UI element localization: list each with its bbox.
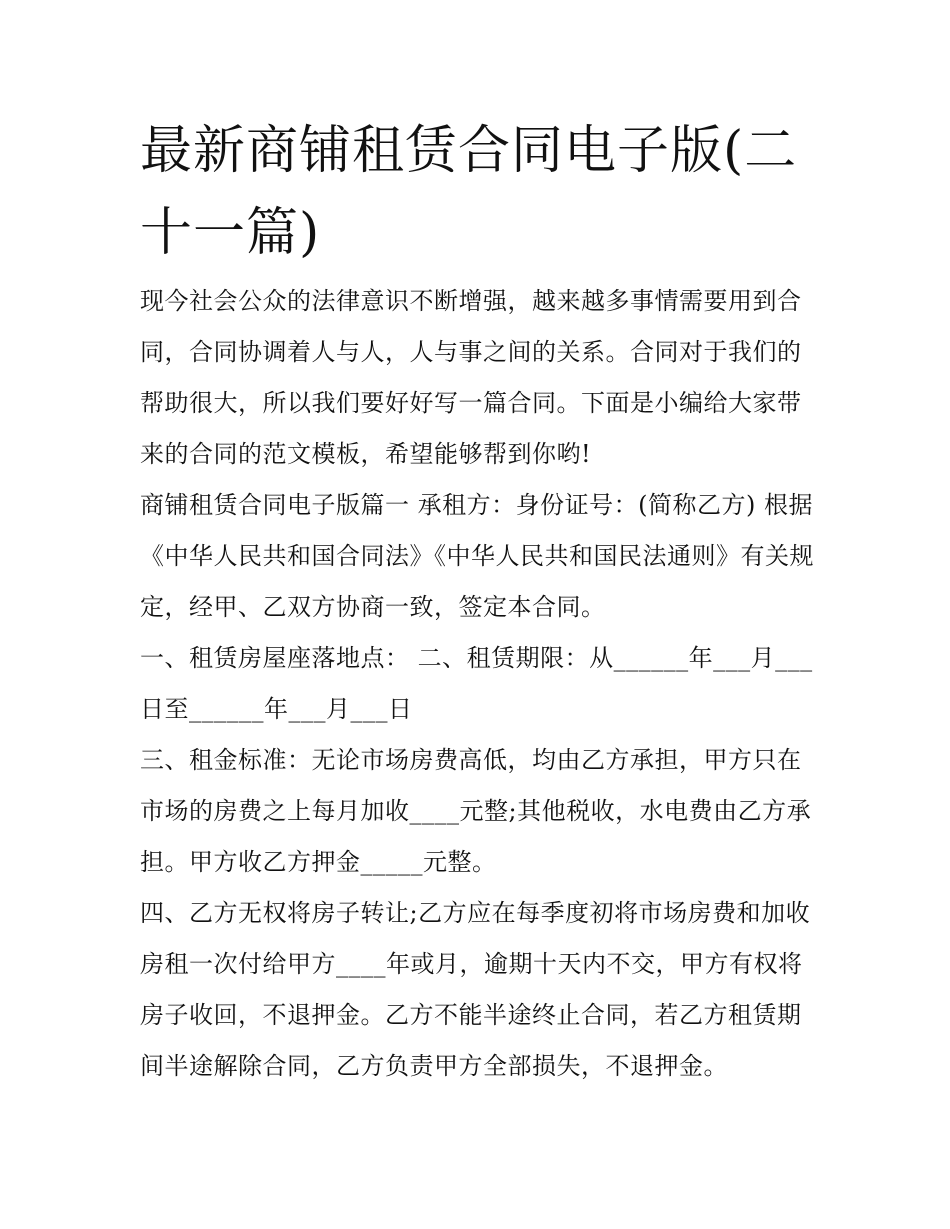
clause-rent-standard-paragraph: 三、租金标准：无论市场房费高低，均由乙方承担，甲方只在市场的房费之上每月加收____元整;其他税收，水电费由乙方承担。甲方收乙方押金_____元整。 bbox=[140, 746, 812, 876]
clause-location-term-paragraph: 一、租赁房屋座落地点： 二、租赁期限：从______年___月___日至______年___月___日 bbox=[140, 644, 813, 723]
document-title: 最新商铺租赁合同电子版(二十一篇) bbox=[140, 121, 798, 263]
document-body bbox=[140, 276, 820, 1092]
clause-transfer-payment-paragraph: 四、乙方无权将房子转让;乙方应在每季度初将市场房费和加收房租一次付给甲方____年或月，逾期十天内不交，甲方有权将房子收回，不退押金。乙方不能半途终止合同，若乙方租赁期间半途解除合同，乙方负责甲方全部损失，不退押金。 bbox=[140, 899, 811, 1080]
intro-paragraph: 现今社会公众的法律意识不断增强，越来越多事情需要用到合同，合同协调着人与人，人与事之间的关系。合同对于我们的帮助很大，所以我们要好好写一篇合同。下面是小编给大家带来的合同的范文模板，希望能够帮到你哟! bbox=[140, 287, 802, 468]
contract-preamble-paragraph: 商铺租赁合同电子版篇一 承租方：身份证号：(简称乙方) 根据《中华人民共和国合同法》《中华人民共和国民法通则》有关规定，经甲、乙双方协商一致，签定本合同。 bbox=[140, 491, 814, 621]
